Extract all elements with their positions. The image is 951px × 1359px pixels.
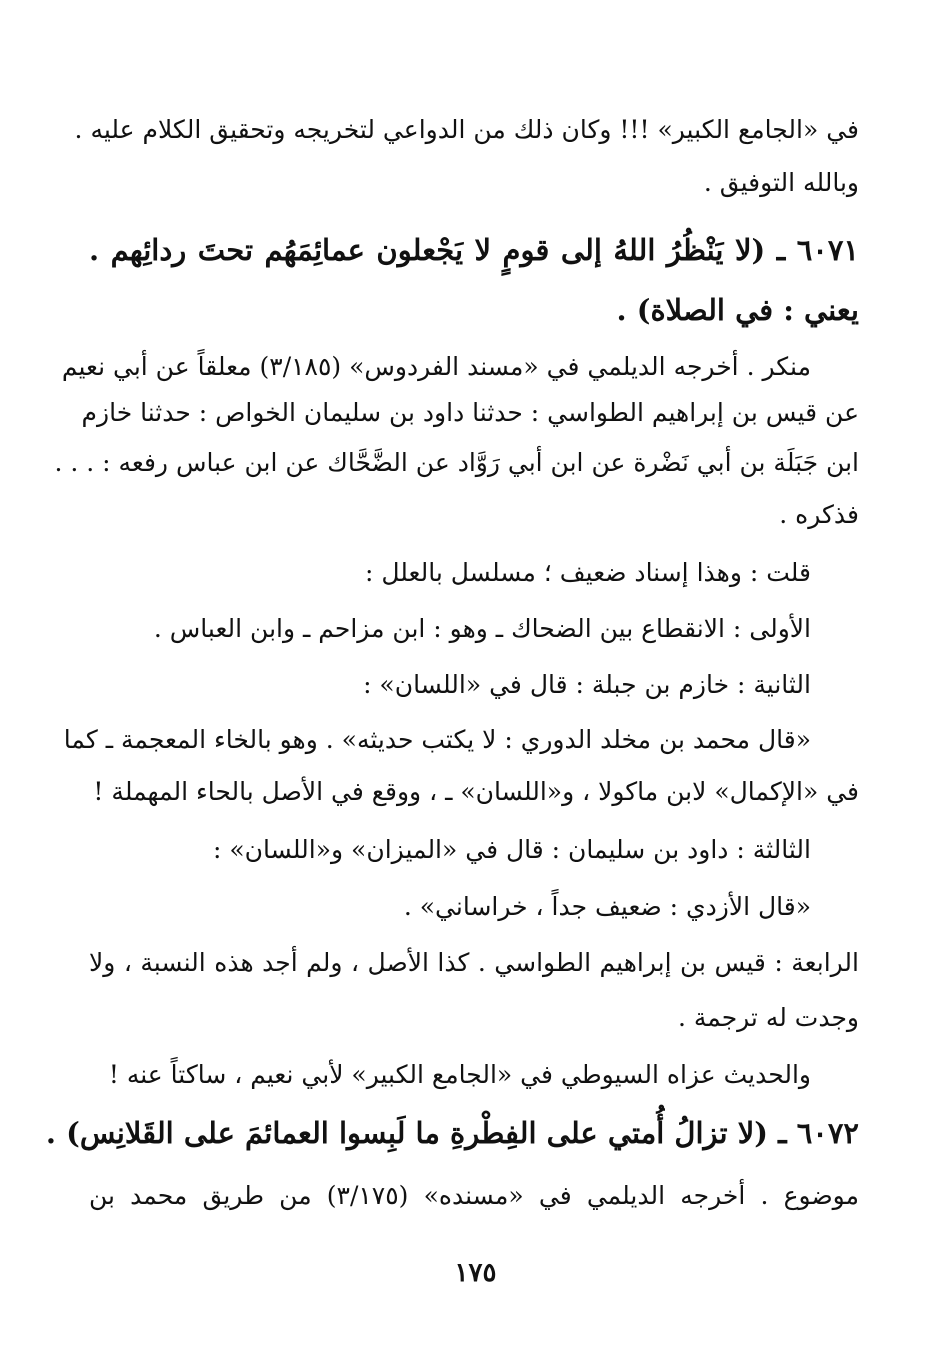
text-line: في «الإكمال» لابن ماكولا ، و«اللسان» ـ ، ووقع في الأصل بالحاء المهملة ! (93, 777, 859, 806)
text-line: منكر . أخرجه الديلمي في «مسند الفردوس» (٣/١٨٥) معلقاً عن أبي نعيم (61, 352, 811, 381)
text-line: «قال الأزدي : ضعيف جداً ، خراساني» . (403, 892, 811, 921)
text-line: وجدت له ترجمة . (677, 1003, 859, 1032)
hadith-heading: يعني : في الصلاة) . (616, 293, 859, 327)
hadith-heading: ٦٠٧١ ـ (لا يَنْظُرُ اللهُ إلى قومٍ لا يَجْعلون عمائِمَهُم تحتَ ردائِهم . (89, 233, 859, 267)
text-line: الثانية : خازم بن جبلة : قال في «اللسان» : (363, 670, 811, 699)
hadith-heading: ٦٠٧٢ ـ (لا تزالُ أُمتي على الفِطْرةِ ما لَبِسوا العمائمَ على القَلانِس) . (45, 1116, 859, 1150)
text-line: وبالله التوفيق . (703, 168, 859, 197)
text-line: الثالثة : داود بن سليمان : قال في «الميزان» و«اللسان» : (212, 835, 811, 864)
text-line: موضوع . أخرجه الديلمي في «مسنده» (٣/١٧٥) من طريق محمد بن (89, 1181, 859, 1210)
page-number: ١٧٥ (454, 1258, 497, 1288)
text-line: ابن جَبَلَة بن أبي نَضْرة عن ابن أبي رَوَّاد عن الضَّحَّاك عن ابن عباس رفعه : . . . (54, 448, 859, 477)
text-line: قلت : وهذا إسناد ضعيف ؛ مسلسل بالعلل : (364, 558, 811, 587)
text-line: في «الجامع الكبير» !!! وكان ذلك من الدواعي لتخريجه وتحقيق الكلام عليه . (74, 115, 859, 144)
text-line: الرابعة : قيس بن إبراهيم الطواسي . كذا الأصل ، ولم أجد هذه النسبة ، ولا (89, 948, 859, 977)
text-line: فذكره . (779, 500, 859, 529)
text-line: والحديث عزاه السيوطي في «الجامع الكبير» لأبي نعيم ، ساكتاً عنه ! (108, 1060, 811, 1089)
text-line: الأولى : الانقطاع بين الضحاك ـ وهو : ابن مزاحم ـ وابن العباس . (153, 614, 811, 643)
text-line: عن قيس بن إبراهيم الطواسي : حدثنا داود بن سليمان الخواص : حدثنا خازم (81, 398, 859, 427)
text-line: «قال محمد بن مخلد الدوري : لا يكتب حديثه» . وهو بالخاء المعجمة ـ كما (63, 725, 811, 754)
